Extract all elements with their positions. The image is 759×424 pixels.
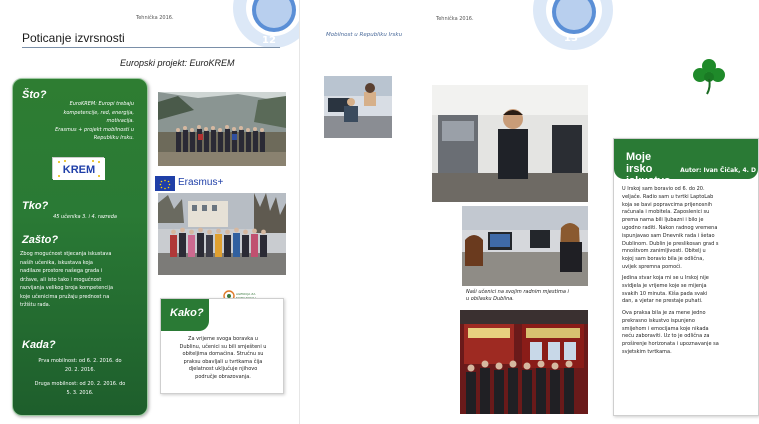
- sto-heading: Što?: [22, 89, 47, 101]
- group-photo-outdoor: [158, 92, 286, 166]
- sto-text: EuroKREM: Europi trebaju kompetencije, red, energija, motivacija. Erasmus + projekt mobilnosti u Republiku Irsku.: [55, 101, 134, 141]
- krem-logo-text: KREM: [62, 164, 96, 176]
- left-page: [0, 0, 300, 424]
- tko-text: 45 učenika 3. i 4. razreda: [53, 214, 117, 220]
- project-subtitle: Europski projekt: EuroKREM: [120, 58, 235, 68]
- kako-text: Za vrijeme svoga boravka u Dublinu, učenici su bili smješteni u obiteljima domaćina. Stručnu su praksu obavljali u tvrtkama čija djelatnost uključuje njihovo područje obrazovanja.: [179, 336, 267, 380]
- group-photo-street: [158, 193, 286, 275]
- page-title: Poticanje izvrsnosti: [22, 31, 125, 45]
- eu-flag-icon: [155, 176, 175, 189]
- right-page: [300, 0, 756, 424]
- kada-heading: Kada?: [22, 339, 56, 351]
- story-title: Moje irsko iskustvo: [626, 151, 671, 187]
- eurokrem-logo: [52, 157, 104, 179]
- photo-student-at-workshop: [432, 85, 588, 202]
- kako-heading: Kako?: [170, 307, 204, 319]
- header-year: Tehnička 2016.: [136, 15, 174, 21]
- story-paragraph-1: U Irskoj sam boravio od 6. do 20. veljače. Radio sam u tvrtki LaptoLab koja se bavi popravcima prijenosnih računala i mobitela. Zaposlenici su prema nama bili ljubazni i bilo je ugodno raditi. Nakon radnog vremena ispunjavao sam Dnevnik rada i šetao Dublinom. Dublin je preslikosan grad s mnoštvom zanimljivosti. Obitelj u kojoj sam boravio bila je odlična, uvijek spremna pomoći.: [622, 186, 719, 270]
- erasmus-label: Erasmus+: [178, 176, 224, 188]
- photo-students-with-computers: [462, 206, 588, 286]
- photo-caption: Naši učenici na svojim radnim mjestima i u obilasku Dublina.: [466, 289, 569, 302]
- page-number: 12: [262, 35, 276, 46]
- page-number: 13: [564, 33, 578, 44]
- shamrock-icon: [690, 57, 728, 95]
- kada-first-mobility: Prva mobilnost: od 6. 2. 2016. do 20. 2. 2016.: [38, 358, 122, 373]
- zasto-heading: Zašto?: [22, 234, 59, 246]
- photo-office-workers: [324, 76, 392, 138]
- story-paragraph-3: Ova praksa bila je za mene jedno prekrasno iskustvo ispunjeno smijehom i emocijama koje nikada neću zaboraviti. Uz to je odlična za proširenje horizonata i upoznavanje sa svjetskim tvrtkama.: [622, 310, 719, 355]
- erasmus-plus-logo: [155, 175, 223, 189]
- title-underline: [22, 47, 280, 48]
- story-author: Autor: Ivan Čičak, 4. D: [680, 167, 756, 174]
- photo-dublin-pub: [460, 310, 588, 414]
- section-title: Mobilnost u Republiku Irsku: [326, 32, 403, 38]
- header-year: Tehnička 2016.: [436, 16, 474, 22]
- story-paragraph-2: Jedina stvar koja mi se u Irskoj nije svidjela je vrijeme koje se mijenja svakih 10 minuta. Kiša pada svaki dan, a vjetar ne prestaje puhati.: [622, 275, 709, 305]
- agency-text: AGENCIJA ZA: [236, 292, 256, 296]
- kada-second-mobility: Druga mobilnost: od 20. 2. 2016. do 5. 3. 2016.: [34, 381, 126, 396]
- zasto-text: Zbog mogućnost stjecanja iskustava naših učenika, iskustava koja nadilaze prostore našega grada i države, ali isto tako i mogućnost razvijanja velikog broja kompetencija koje učenicima pružaju prednost na tržištu rada.: [20, 251, 114, 308]
- tko-heading: Tko?: [22, 200, 49, 212]
